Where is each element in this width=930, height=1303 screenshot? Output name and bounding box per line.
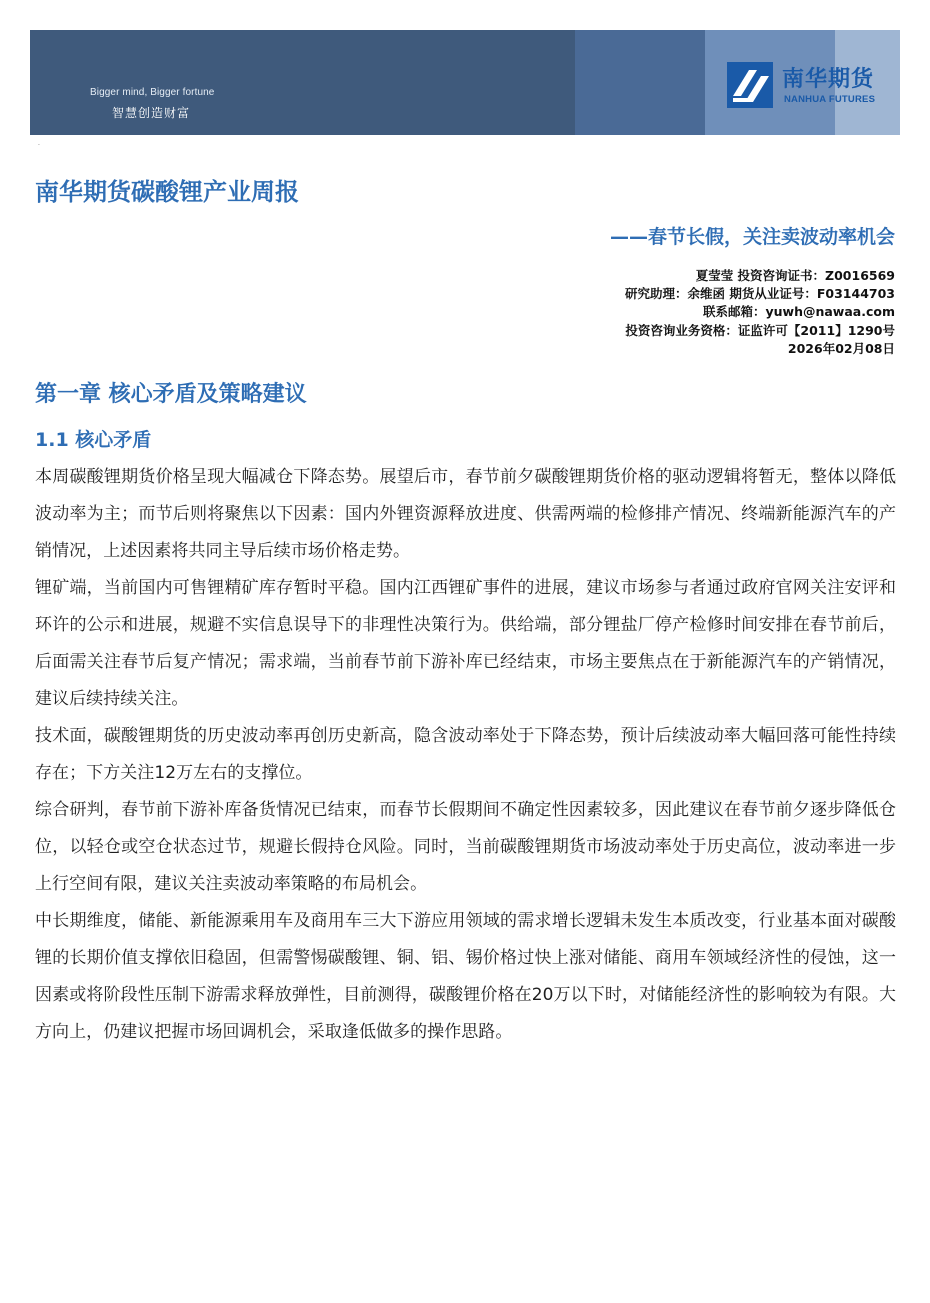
paragraph: 锂矿端，当前国内可售锂精矿库存暂时平稳。国内江西锂矿事件的进展，建议市场参与者通过政府官网关注安评和环许的公示和进展，规避不实信息误导下的非理性决策行为。供给端，部分锂盐厂停产检修时间安排在春节前后，后面需关注春节后复产情况；需求端，当前春节前下游补库已经结束，市场主要焦点在于新能源汽车的产销情况，建议后续持续关注。 <box>35 578 896 709</box>
paragraph: 中长期维度，储能、新能源乘用车及商用车三大下游应用领域的需求增长逻辑未发生本质改变，行业基本面对碳酸锂的长期价值支撑依旧稳固，但需警惕碳酸锂、铜、铝、锡价格过快上涨对储能、商用车领域经济性的侵蚀，这一因素或将阶段性压制下游需求释放弹性，目前测得，碳酸锂价格在20万以下时，对储能经济性的影响较为有限。大方向上，仍建议把握市场回调机会，采取逢低做多的操作思路。 <box>35 911 896 1042</box>
report-subtitle: ——春节长假，关注卖波动率机会 <box>609 226 895 248</box>
report-date: 2026年02月08日 <box>787 340 895 356</box>
paragraph: 综合研判，春节前下游补库备货情况已结束，而春节长假期间不确定性因素较多，因此建议在春节前夕逐步降低仓位，以轻仓或空仓状态过节，规避长假持仓风险。同时，当前碳酸锂期货市场波动率处于历史高位，波动率进一步上行空间有限，建议关注卖波动率策略的布局机会。 <box>35 800 896 894</box>
slogan-chinese: 智慧创造财富 <box>112 106 191 120</box>
author-assistant: 研究助理：余维函 期货从业证号：F03144703 <box>625 286 895 302</box>
logo-chinese-name: 南华期货 <box>782 67 875 92</box>
author-analyst: 夏莹莹 投资咨询证书：Z0016569 <box>695 268 895 283</box>
author-info <box>625 267 895 358</box>
paragraph: 本周碳酸锂期货价格呈现大幅减仓下降态势。展望后市，春节前夕碳酸锂期货价格的驱动逻辑将暂无，整体以降低波动率为主；而节后则将聚焦以下因素：国内外锂资源释放进度、供需两端的检修排产情况、终端新能源汽车的产销情况，上述因素将共同主导后续市场价格走势。 <box>35 467 896 561</box>
section-title: 1.1 核心矛盾 <box>35 429 152 451</box>
paragraph: 技术面，碳酸锂期货的历史波动率再创历史新高，隐含波动率处于下降态势，预计后续波动率大幅回落可能性持续存在；下方关注12万左右的支撑位。 <box>35 726 896 783</box>
page-mark: . <box>38 140 40 147</box>
header-banner <box>30 30 900 135</box>
body-text <box>35 459 896 1051</box>
author-license: 投资咨询业务资格：证监许可【2011】1290号 <box>625 322 895 338</box>
nanhua-logo-icon <box>727 62 773 108</box>
logo-english-name: NANHUA FUTURES <box>784 94 876 105</box>
report-title: 南华期货碳酸锂产业周报 <box>35 178 299 206</box>
banner-band-1 <box>575 30 705 135</box>
slogan-english: Bigger mind, Bigger fortune <box>90 87 215 98</box>
chapter-title: 第一章 核心矛盾及策略建议 <box>35 382 307 407</box>
author-email: 联系邮箱：yuwh@nawaa.com <box>702 304 895 320</box>
